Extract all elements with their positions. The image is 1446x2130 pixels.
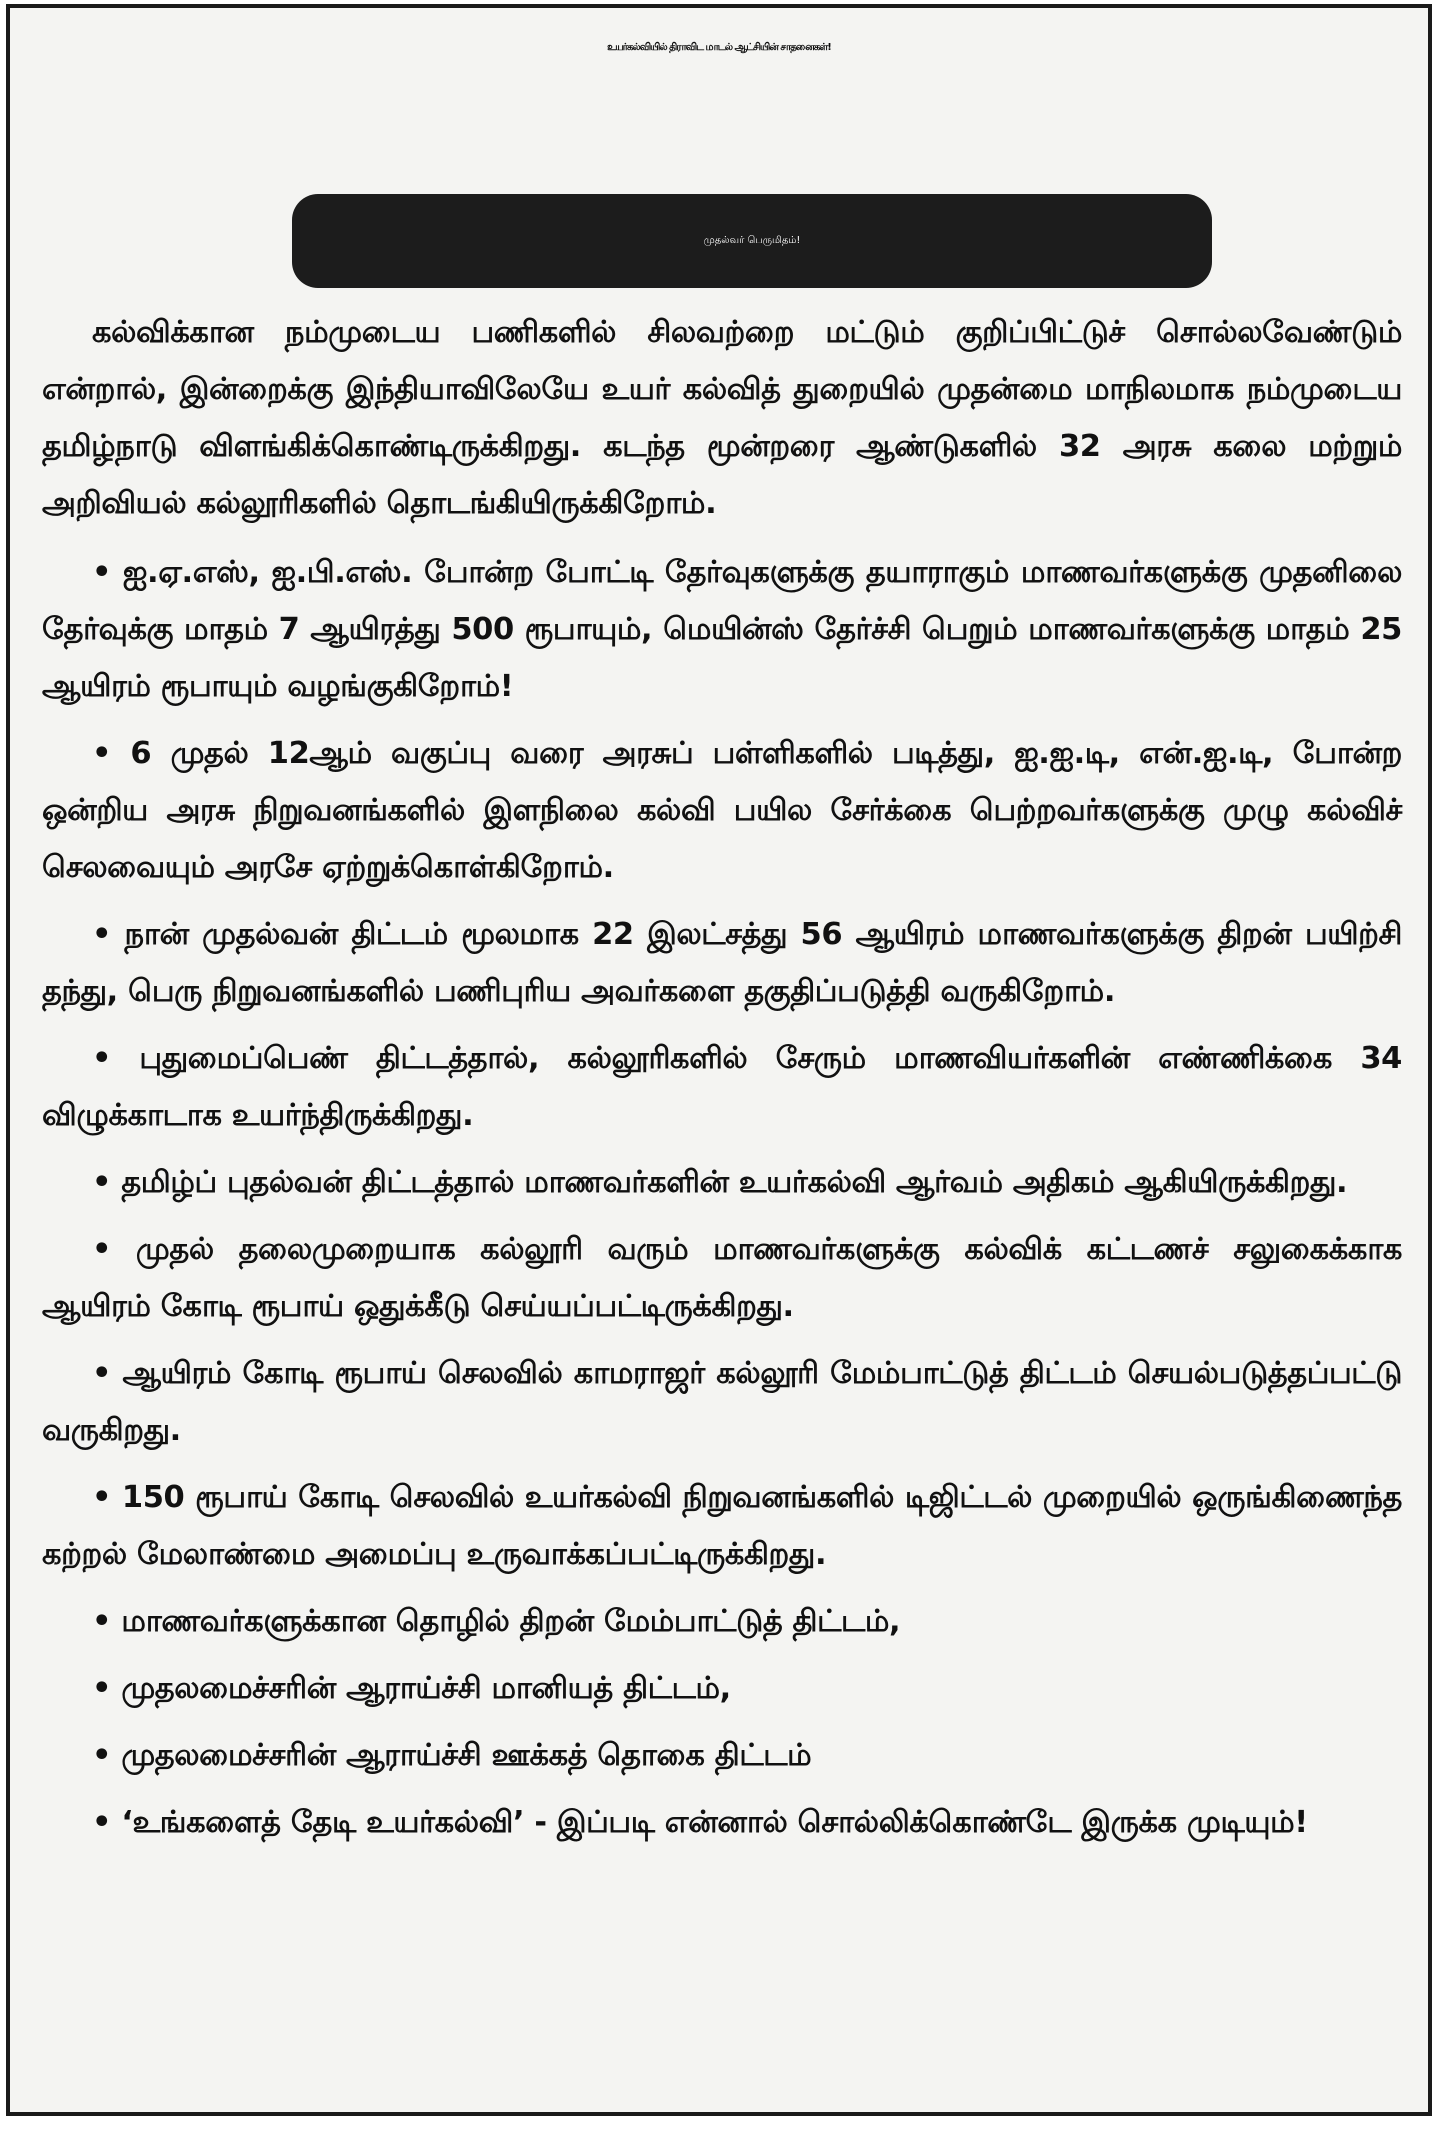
- bullet-point: • 150 ரூபாய் கோடி செலவில் உயர்கல்வி நிறுவனங்களில் டிஜிட்டல் முறையில் ஒருங்கிணைந்த கற்றல் மேலாண்மை அமைப்பு உருவாக்கப்பட்டிருக்கிறது.: [42, 1480, 1402, 1572]
- headline: உயர்கல்வியில் திராவிட மாடல் ஆட்சியின் சாதனைகள்!: [607, 42, 831, 53]
- bullet-point: • புதுமைப்பெண் திட்டத்தால், கல்லூரிகளில் சேரும் மாணவியர்களின் எண்ணிக்கை 34 விழுக்காடாக உயர்ந்திருக்கிறது.: [42, 1041, 1402, 1133]
- bullet-point: • ஐ.ஏ.எஸ், ஐ.பி.எஸ். போன்ற போட்டி தேர்வுகளுக்கு தயாராகும் மாணவர்களுக்கு முதனிலை தேர்வுக்கு மாதம் 7 ஆயிரத்து 500 ரூபாயும், மெயின்ஸ் தேர்ச்சி பெறும் மாணவர்களுக்கு மாதம் 25 ஆயிரம் ரூபாயும் வழங்குகிறோம்!: [42, 555, 1402, 704]
- bullet-point: • மாணவர்களுக்கான தொழில் திறன் மேம்பாட்டுத் திட்டம்,: [92, 1604, 901, 1639]
- bullet-point: • 6 முதல் 12ஆம் வகுப்பு வரை அரசுப் பள்ளிகளில் படித்து, ஐ.ஐ.டி, என்.ஐ.டி, போன்ற ஒன்றிய அரசு நிறுவனங்களில் இளநிலை கல்வி பயில சேர்க்கை பெற்றவர்களுக்கு முழு கல்விச் செலவையும் அரசே ஏற்றுக்கொள்கிறோம்.: [42, 736, 1402, 885]
- bullet-point: • முதல் தலைமுறையாக கல்லூரி வரும் மாணவர்களுக்கு கல்விக் கட்டணச் சலுகைக்காக ஆயிரம் கோடி ரூபாய் ஒதுக்கீடு செய்யப்பட்டிருக்கிறது.: [42, 1232, 1402, 1324]
- bullet-point: • நான் முதல்வன் திட்டம் மூலமாக 22 இலட்சத்து 56 ஆயிரம் மாணவர்களுக்கு திறன் பயிற்சி தந்து, பெரு நிறுவனங்களில் பணிபுரிய அவர்களை தகுதிப்படுத்தி வருகிறோம்.: [42, 917, 1402, 1009]
- article-body: [42, 304, 1402, 1861]
- bullet-point: • முதலமைச்சரின் ஆராய்ச்சி மானியத் திட்டம்,: [92, 1671, 731, 1706]
- subtitle-banner: முதல்வர் பெருமிதம்!: [292, 194, 1212, 288]
- intro-paragraph: கல்விக்கான நம்முடைய பணிகளில் சிலவற்றை மட்டும் குறிப்பிட்டுச் சொல்லவேண்டும் என்றால், இன்றைக்கு இந்தியாவிலேயே உயர் கல்வித் துறையில் முதன்மை மாநிலமாக நம்முடைய தமிழ்நாடு விளங்கிக்கொண்டிருக்கிறது. கடந்த மூன்றரை ஆண்டுகளில் 32 அரசு கலை மற்றும் அறிவியல் கல்லூரிகளில் தொடங்கியிருக்கிறோம்.: [42, 315, 1402, 521]
- bullet-point: • தமிழ்ப் புதல்வன் திட்டத்தால் மாணவர்களின் உயர்கல்வி ஆர்வம் அதிகம் ஆகியிருக்கிறது.: [92, 1165, 1348, 1200]
- bullet-point: • முதலமைச்சரின் ஆராய்ச்சி ஊக்கத் தொகை திட்டம்: [92, 1738, 812, 1773]
- bullet-point: • ஆயிரம் கோடி ரூபாய் செலவில் காமராஜர் கல்லூரி மேம்பாட்டுத் திட்டம் செயல்படுத்தப்பட்டு வருகிறது.: [42, 1356, 1402, 1448]
- bullet-point: • ‘உங்களைத் தேடி உயர்கல்வி’ - இப்படி என்னால் சொல்லிக்கொண்டே இருக்க முடியும்!: [92, 1805, 1308, 1840]
- article-frame: [6, 4, 1432, 2116]
